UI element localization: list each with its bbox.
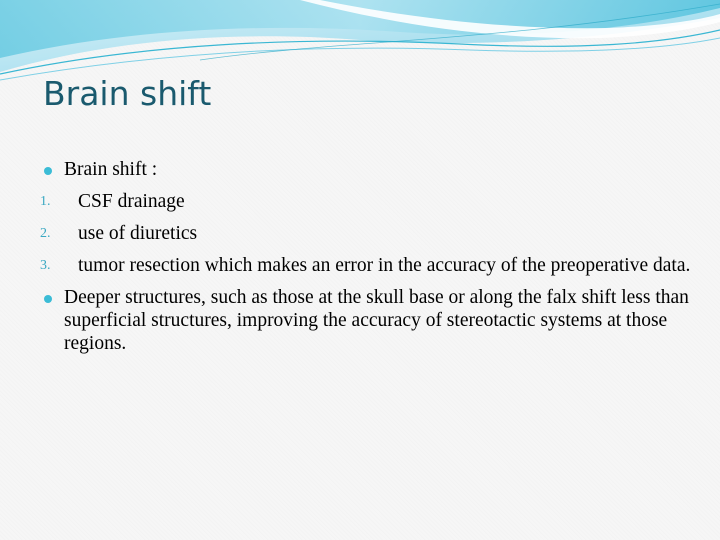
numbered-item bbox=[40, 190, 700, 213]
bullet-text: Brain shift : bbox=[64, 159, 158, 180]
bullet-dot-icon bbox=[44, 167, 52, 175]
slide-content bbox=[40, 158, 700, 364]
numbered-item bbox=[40, 254, 700, 277]
item-text: CSF drainage bbox=[78, 191, 185, 212]
bullet-item bbox=[40, 158, 700, 181]
item-number: 3. bbox=[40, 258, 51, 273]
bullet-item bbox=[40, 286, 700, 355]
item-number: 1. bbox=[40, 194, 51, 209]
bullet-text: Deeper structures, such as those at the skull base or along the falx shift less than superficial structures, improving the accuracy of stereotactic systems at those regions. bbox=[64, 287, 689, 354]
item-text: use of diuretics bbox=[78, 223, 198, 244]
item-text: tumor resection which makes an error in the accuracy of the preoperative data. bbox=[78, 255, 691, 276]
item-number: 2. bbox=[40, 226, 51, 241]
slide-title: Brain shift bbox=[43, 74, 212, 113]
bullet-dot-icon bbox=[44, 295, 52, 303]
numbered-item bbox=[40, 222, 700, 245]
